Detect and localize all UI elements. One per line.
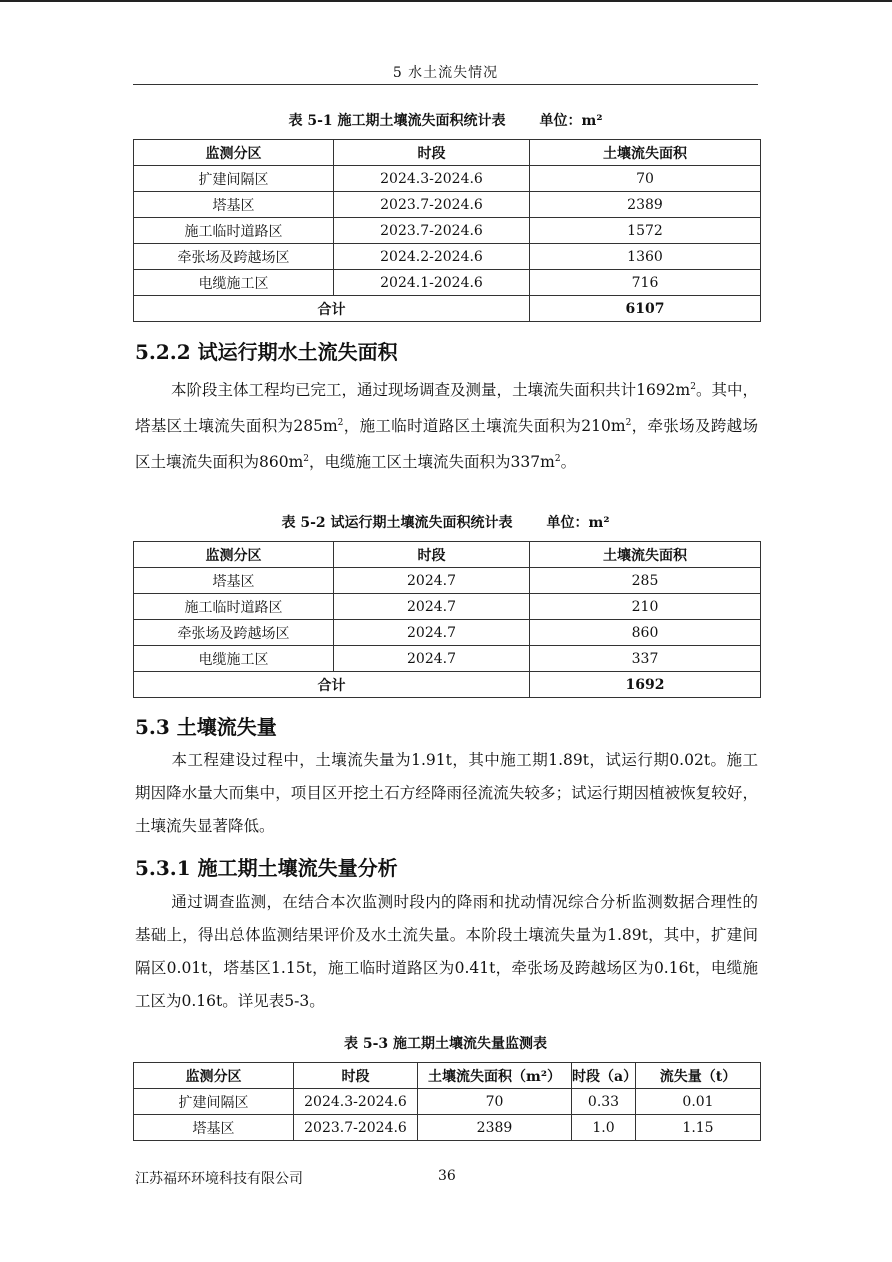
table-cell: 施工临时道路区 bbox=[134, 218, 334, 244]
table2-col-2: 土壤流失面积 bbox=[530, 542, 761, 568]
table-cell: 0.01 bbox=[636, 1089, 761, 1115]
table1-col-1: 时段 bbox=[334, 140, 530, 166]
table-row bbox=[134, 646, 761, 672]
table-row bbox=[134, 166, 761, 192]
table-cell: 70 bbox=[418, 1089, 572, 1115]
page-number: 36 bbox=[438, 1168, 456, 1184]
table2-col-0: 监测分区 bbox=[134, 542, 334, 568]
table1 bbox=[133, 139, 761, 322]
table1-header-row bbox=[134, 140, 761, 166]
table-cell: 1.0 bbox=[572, 1115, 636, 1141]
table-cell: 牵张场及跨越场区 bbox=[134, 620, 334, 646]
table2-caption: 表 5-2 试运行期土壤流失面积统计表 bbox=[281, 515, 513, 531]
table-cell: 2024.3-2024.6 bbox=[334, 166, 530, 192]
table-cell: 2024.7 bbox=[334, 568, 530, 594]
table2-total-value: 1692 bbox=[530, 672, 761, 698]
table2-caption-line bbox=[133, 512, 758, 532]
table-row bbox=[134, 1089, 761, 1115]
table-cell: 塔基区 bbox=[134, 1115, 294, 1141]
table-cell: 施工临时道路区 bbox=[134, 594, 334, 620]
table-cell: 2389 bbox=[530, 192, 761, 218]
header-rule bbox=[133, 84, 758, 85]
table2-header-row bbox=[134, 542, 761, 568]
table2-total-row bbox=[134, 672, 761, 698]
table-cell: 2024.1-2024.6 bbox=[334, 270, 530, 296]
table-cell: 2024.2-2024.6 bbox=[334, 244, 530, 270]
table-row bbox=[134, 594, 761, 620]
table1-total-label: 合计 bbox=[134, 296, 530, 322]
table1-total-row bbox=[134, 296, 761, 322]
table-cell: 860 bbox=[530, 620, 761, 646]
table3 bbox=[133, 1062, 761, 1141]
section-522-heading: 5.2.2 试运行期水土流失面积 bbox=[135, 340, 398, 364]
table2-unit: 单位：m² bbox=[546, 515, 610, 531]
table2-col-1: 时段 bbox=[334, 542, 530, 568]
table-cell: 塔基区 bbox=[134, 568, 334, 594]
table-row bbox=[134, 620, 761, 646]
table3-caption-line bbox=[133, 1033, 758, 1053]
table-row bbox=[134, 192, 761, 218]
table3-col-0: 监测分区 bbox=[134, 1063, 294, 1089]
table3-caption: 表 5-3 施工期土壤流失量监测表 bbox=[343, 1036, 548, 1052]
table-cell: 70 bbox=[530, 166, 761, 192]
table-cell: 扩建间隔区 bbox=[134, 166, 334, 192]
table2 bbox=[133, 541, 761, 698]
table-cell: 电缆施工区 bbox=[134, 646, 334, 672]
table-cell: 2389 bbox=[418, 1115, 572, 1141]
table3-header-row bbox=[134, 1063, 761, 1089]
table3-col-3: 时段（a） bbox=[572, 1063, 636, 1089]
table1-caption-line bbox=[133, 110, 758, 130]
table-cell: 0.33 bbox=[572, 1089, 636, 1115]
table1-unit: 单位：m² bbox=[539, 113, 603, 129]
table2-total-label: 合计 bbox=[134, 672, 530, 698]
table-row bbox=[134, 218, 761, 244]
table1-col-0: 监测分区 bbox=[134, 140, 334, 166]
table3-col-4: 流失量（t） bbox=[636, 1063, 761, 1089]
section-53-heading: 5.3 土壤流失量 bbox=[135, 715, 277, 739]
table1-col-2: 土壤流失面积 bbox=[530, 140, 761, 166]
footer-company: 江苏福环环境科技有限公司 bbox=[135, 1171, 303, 1187]
section-522-paragraph: 本阶段主体工程均已完工，通过现场调查及测量，土壤流失面积共计$1692m^2$。其中，塔基区土壤流失面积为$285m^2$，施工临时道路区土壤流失面积为$210m^2$，牵张场及跨越场区土壤流失面积为$860m^2$，电缆施工区土壤流失面积为$337m^2$。 bbox=[135, 381, 758, 472]
table-cell: 塔基区 bbox=[134, 192, 334, 218]
table-cell: 1.15 bbox=[636, 1115, 761, 1141]
table-cell: 337 bbox=[530, 646, 761, 672]
table-cell: 716 bbox=[530, 270, 761, 296]
table-cell: 1572 bbox=[530, 218, 761, 244]
table-row bbox=[134, 568, 761, 594]
top-border bbox=[0, 0, 892, 2]
table-cell: 电缆施工区 bbox=[134, 270, 334, 296]
table-cell: 2023.7-2024.6 bbox=[334, 218, 530, 244]
table-cell: 2024.7 bbox=[334, 646, 530, 672]
table-cell: 210 bbox=[530, 594, 761, 620]
table3-col-1: 时段 bbox=[294, 1063, 418, 1089]
table-row bbox=[134, 244, 761, 270]
table-cell: 1360 bbox=[530, 244, 761, 270]
table-cell: 2023.7-2024.6 bbox=[294, 1115, 418, 1141]
table-cell: 2024.7 bbox=[334, 620, 530, 646]
running-header: 5 水土流失情况 bbox=[392, 65, 499, 81]
table1-caption: 表 5-1 施工期土壤流失面积统计表 bbox=[288, 113, 506, 129]
table-cell: 2024.7 bbox=[334, 594, 530, 620]
table-cell: 2023.7-2024.6 bbox=[334, 192, 530, 218]
table-cell: 牵张场及跨越场区 bbox=[134, 244, 334, 270]
section-53-paragraph: 本工程建设过程中，土壤流失量为1.91t，其中施工期1.89t，试运行期0.02t。施工期因降水量大而集中，项目区开挖土石方经降雨径流流失较多；试运行期因植被恢复较好，土壤流失显著降低。 bbox=[135, 751, 758, 835]
table-cell: 2024.3-2024.6 bbox=[294, 1089, 418, 1115]
table-row bbox=[134, 270, 761, 296]
table-cell: 扩建间隔区 bbox=[134, 1089, 294, 1115]
section-531-heading: 5.3.1 施工期土壤流失量分析 bbox=[135, 856, 398, 880]
table-row bbox=[134, 1115, 761, 1141]
section-531-paragraph: 通过调查监测，在结合本次监测时段内的降雨和扰动情况综合分析监测数据合理性的基础上，得出总体监测结果评价及水土流失量。本阶段土壤流失量为1.89t，其中，扩建间隔区0.01t，塔基区1.15t，施工临时道路区为0.41t，牵张场及跨越场区为0.16t，电缆施工区为0.16t。详见表5-3。 bbox=[135, 893, 758, 1010]
table1-total-value: 6107 bbox=[530, 296, 761, 322]
table-cell: 285 bbox=[530, 568, 761, 594]
table3-col-2: 土壤流失面积（m²） bbox=[418, 1063, 572, 1089]
